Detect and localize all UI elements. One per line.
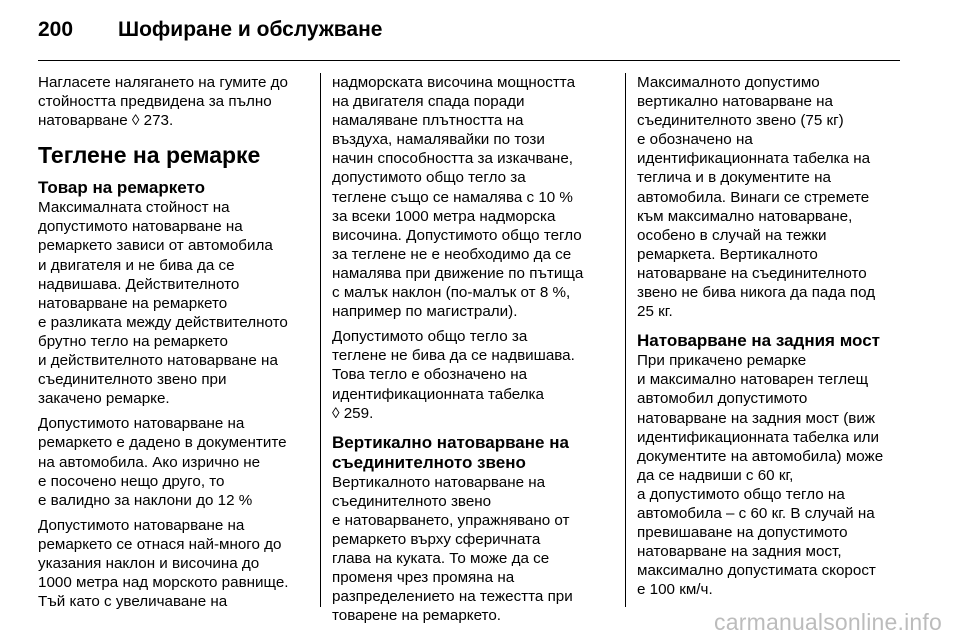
text-line: При прикачено ремарке (637, 352, 807, 370)
text-line: допустимото общо тегло за (332, 169, 526, 187)
header-rule (38, 60, 900, 61)
text-line: натоварване на задния мост (виж (637, 409, 875, 427)
paragraph (38, 414, 310, 509)
text-line: а допустимото общо тегло на (637, 485, 845, 503)
text-line: допустимото натоварване на (38, 218, 243, 236)
text-line: и действителното натоварване на (38, 352, 278, 370)
text-line: автомобила – с 60 кг. В случай на (637, 504, 875, 522)
section-heading: Теглене на ремарке (38, 142, 261, 169)
text-line: е 100 км/ч. (637, 581, 713, 599)
text-line: 1000 метра над морското равнище. (38, 574, 289, 592)
text-line: Вертикално натоварване на (332, 432, 569, 452)
text-line: превишаване на допустимото (637, 524, 848, 542)
text-line: е разликата между действителното (38, 313, 288, 331)
text-line: идентификационната табелка на (637, 150, 871, 168)
text-line: е обозначено на (637, 131, 753, 149)
paragraph (637, 73, 905, 321)
text-line: натоварване ◊ 273. (38, 112, 174, 130)
subsection-heading: Товар на ремаркето (38, 178, 205, 198)
paragraph (332, 473, 610, 626)
text-line: надвишава. Действителното (38, 275, 240, 293)
text-line: е натоварването, упражнявано от (332, 511, 570, 529)
paragraph (38, 516, 310, 611)
text-line: вертикално натоварване на (637, 93, 833, 111)
text-line: натоварване на ремаркето (38, 294, 228, 312)
text-line: идентификационната табелка или (637, 428, 880, 446)
text-line: надморската височина мощността (332, 74, 576, 91)
text-line: ремаркета. Вертикалното (637, 245, 818, 263)
text-line: към максимално натоварване, (637, 207, 853, 225)
text-line: да се надвиши с 60 кг, (637, 466, 794, 484)
text-line: ◊ 259. (332, 404, 374, 422)
text-line: и максимално натоварен теглещ (637, 371, 869, 389)
paragraph (332, 73, 610, 321)
text-line: товарене на ремаркето. (332, 607, 502, 625)
column-3 (637, 73, 905, 605)
subsection-heading (332, 433, 610, 473)
text-line: съединителното звено (332, 492, 492, 510)
text-line: Нагласете налягането на гумите до (38, 74, 288, 91)
text-line: ремаркето се отнася най-много до (38, 535, 282, 553)
paragraph (332, 327, 610, 422)
page-number: 200 (38, 18, 74, 41)
text-line: автомобила. Винаги се стремете (637, 188, 870, 206)
text-line: идентификационната табелка (332, 385, 544, 403)
column-divider (625, 73, 626, 607)
watermark: carmanualsonline.info (714, 609, 942, 635)
text-line: звено не бива никога да пада под (637, 284, 876, 302)
text-line: например по магистрали). (332, 303, 518, 321)
text-line: особено в случай на тежки (637, 226, 827, 244)
text-line: ремаркето върху сферичната (332, 530, 541, 548)
column-1 (38, 73, 310, 617)
text-line: брутно тегло на ремаркето (38, 332, 228, 350)
text-line: Това тегло е обозначено на (332, 366, 528, 384)
text-line: на автомобила. Ако изрично не (38, 453, 261, 471)
column-divider (320, 73, 321, 607)
text-line: Тъй като с увеличаване на (38, 593, 228, 611)
text-line: Допустимото натоварване на (38, 415, 245, 433)
subsection-heading: Натоварване на задния мост (637, 331, 880, 351)
page-title: Шофиране и обслужване (118, 18, 383, 41)
text-line: на двигателя спада поради (332, 93, 525, 111)
text-line: съединителното звено при (38, 371, 227, 389)
text-line: натоварване на съединителното (637, 264, 867, 282)
text-line: Максималната стойност на (38, 199, 230, 217)
text-line: Допустимото натоварване на (38, 516, 245, 534)
text-line: височина. Допустимото общо тегло (332, 226, 582, 244)
text-line: разпределението на тежестта при (332, 588, 573, 606)
text-line: и двигателя и не бива да се (38, 256, 235, 274)
text-line: ремаркето е дадено в документите (38, 434, 287, 452)
text-line: за теглене не е необходимо да се (332, 245, 572, 263)
text-line: е валидно за наклони до 12 % (38, 491, 253, 509)
column-2 (332, 73, 610, 631)
text-line: начин способността за изкачване, (332, 150, 573, 168)
text-line: 25 кг. (637, 303, 673, 321)
text-line: закачено ремарке. (38, 390, 170, 408)
text-line: въздуха, намалявайки по този (332, 131, 545, 149)
text-line: с малък наклон (по-малък от 8 %, (332, 284, 571, 302)
text-line: е посочено нещо друго, то (38, 472, 225, 490)
text-line: променя чрез промяна на (332, 569, 515, 587)
text-line: намалява при движение по пътища (332, 264, 584, 282)
text-line: съединителното звено (332, 452, 526, 472)
text-line: указания наклон и височина до (38, 554, 260, 572)
paragraph (38, 73, 310, 130)
text-line: теглене не бива да се надвишава. (332, 347, 575, 365)
text-line: съединителното звено (75 кг) (637, 112, 844, 130)
text-line: глава на куката. То може да се (332, 550, 550, 568)
paragraph (38, 198, 310, 408)
page-header (38, 10, 382, 50)
text-line: максимално допустимата скорост (637, 562, 876, 580)
paragraph (637, 351, 905, 599)
text-line: Вертикалното натоварване на (332, 473, 546, 491)
text-line: теглича и в документите на (637, 169, 831, 187)
text-line: автомобил допустимото (637, 390, 808, 408)
text-line: натоварване на задния мост, (637, 543, 842, 561)
text-line: теглене също се намалява с 10 % (332, 188, 573, 206)
text-line: за всеки 1000 метра надморска (332, 207, 556, 225)
text-line: Максималното допустимо (637, 74, 820, 91)
text-line: ремаркето зависи от автомобила (38, 237, 273, 255)
text-line: намаляване плътността на (332, 112, 524, 130)
text-line: стойността предвидена за пълно (38, 93, 272, 111)
text-line: Допустимото общо тегло за (332, 328, 528, 346)
text-line: документите на автомобила) може (637, 447, 884, 465)
